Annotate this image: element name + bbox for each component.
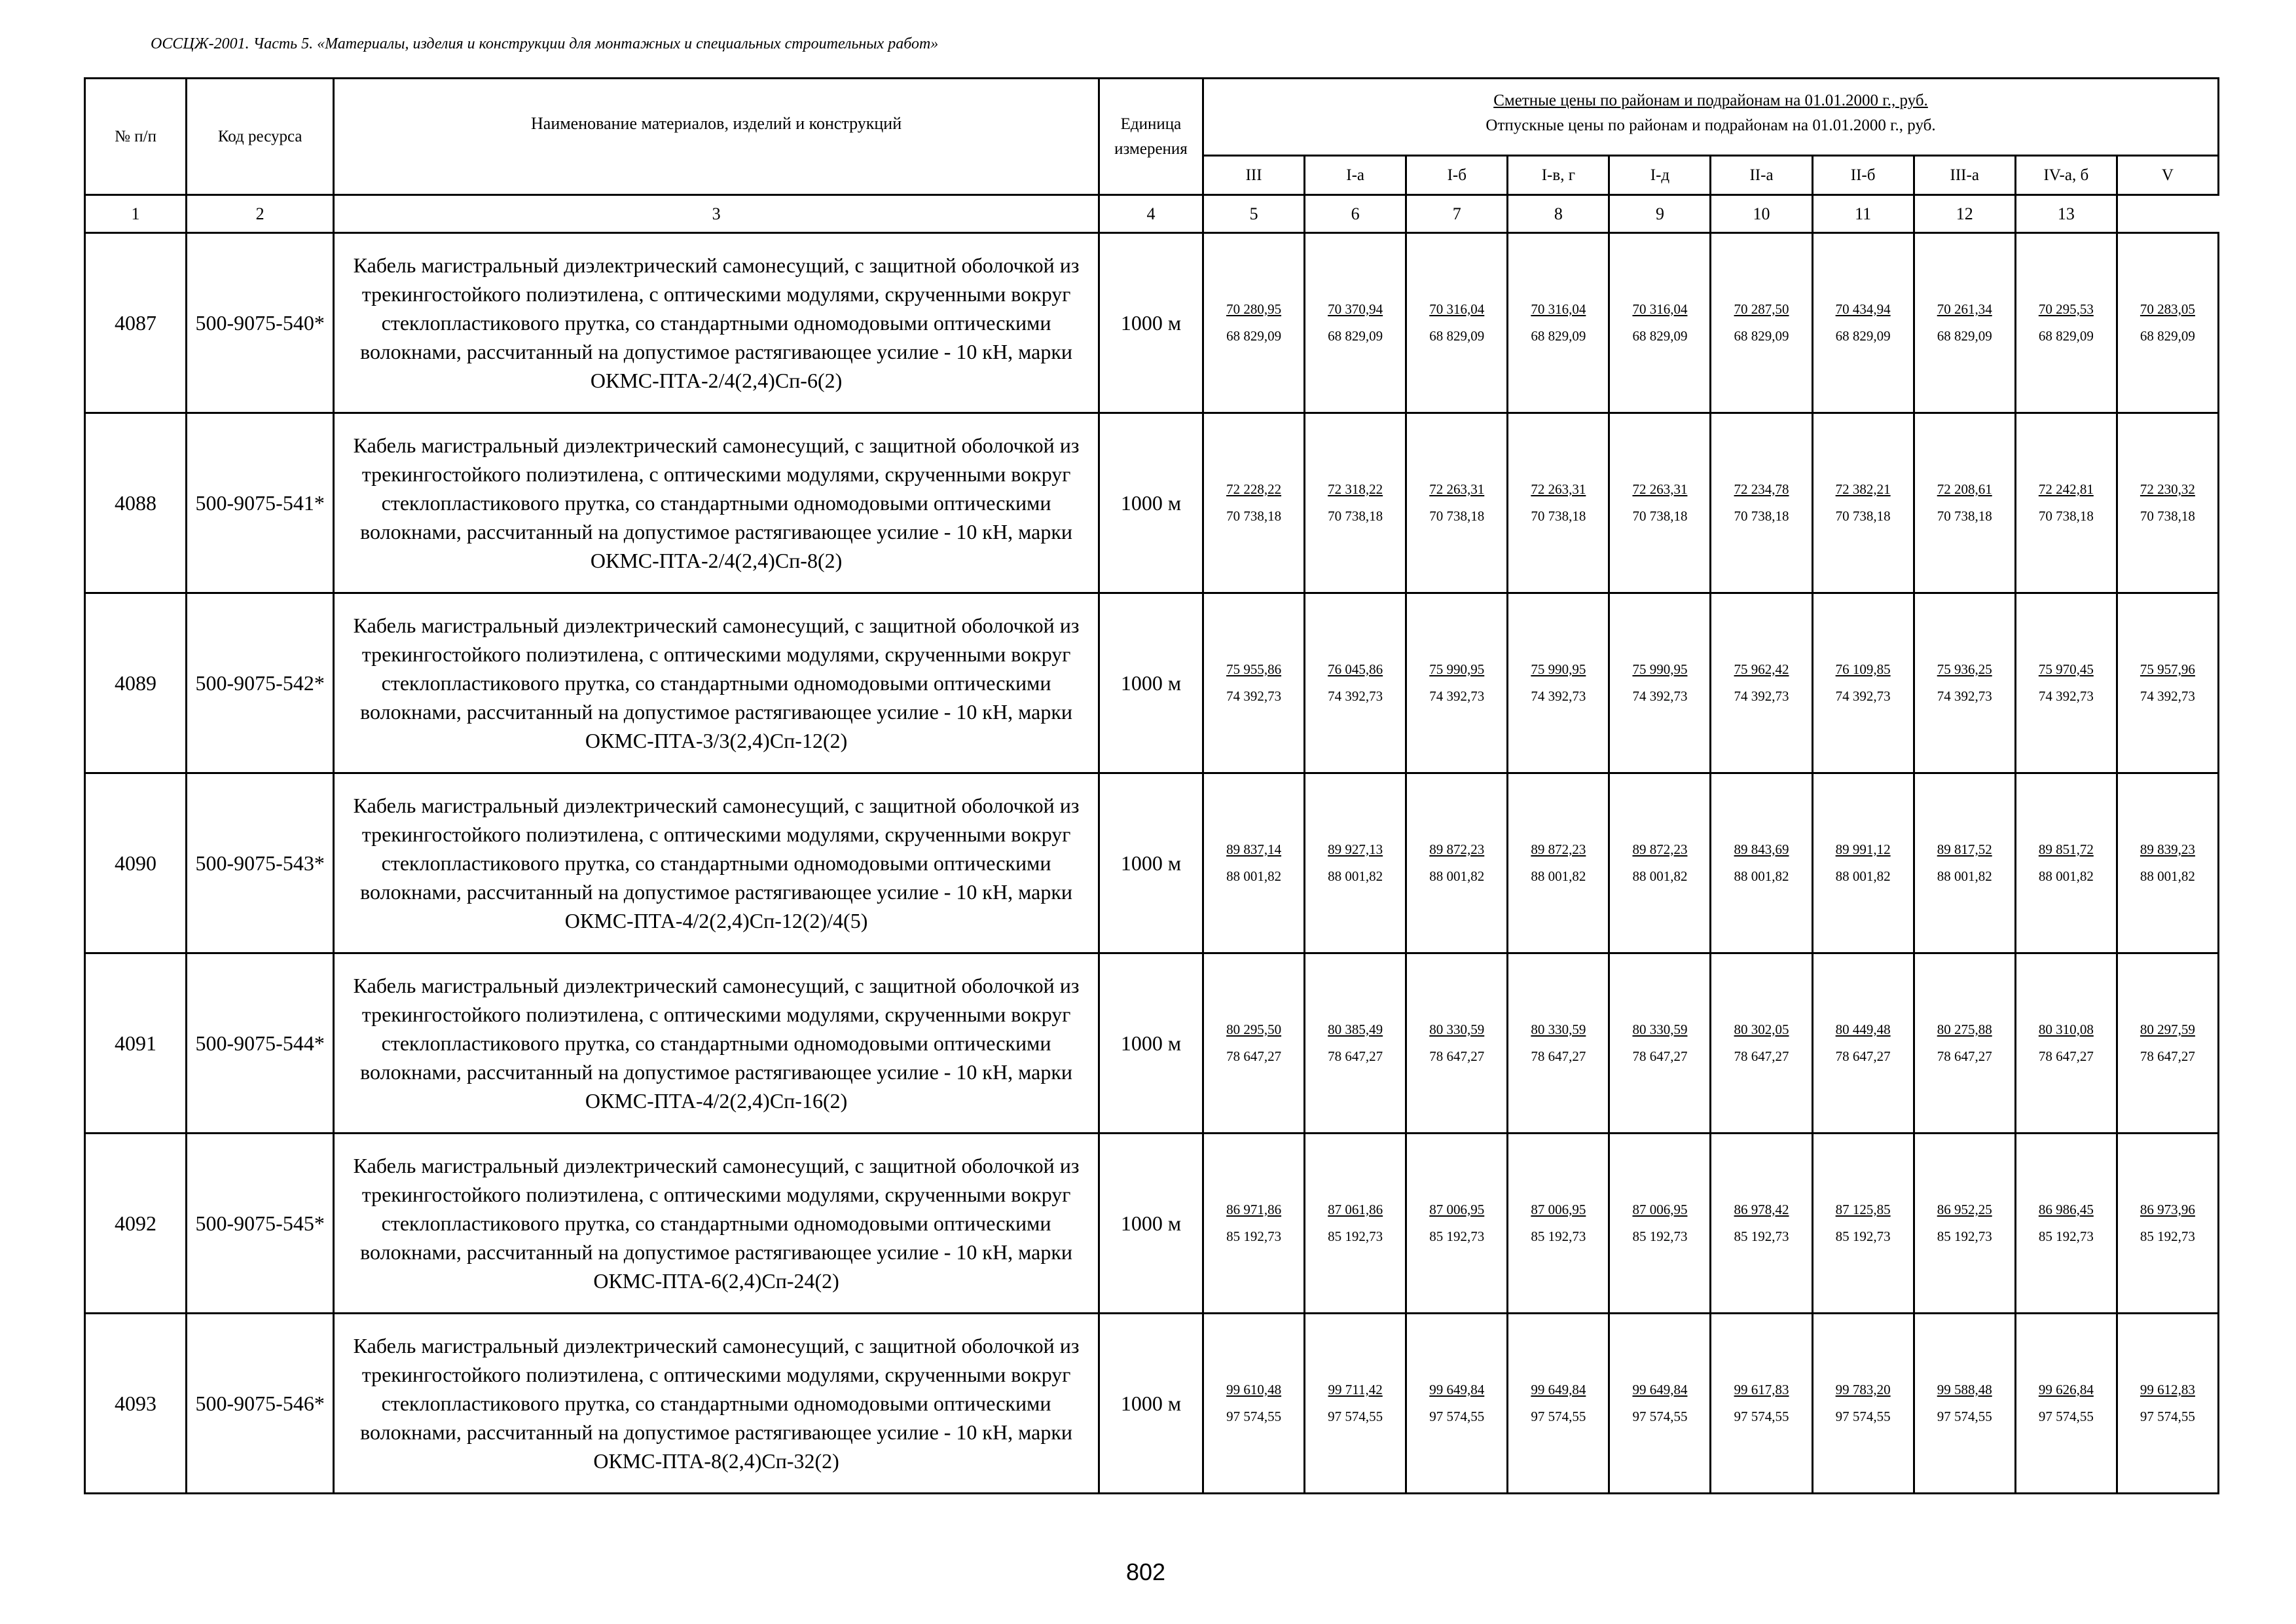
estimate-price: 89 991,12 [1835,841,1891,857]
release-price: 88 001,82 [1835,868,1891,884]
price-cell [1305,593,1406,773]
price-cell [1609,953,1711,1134]
estimate-price: 99 783,20 [1835,1381,1891,1397]
column-number: 4 [1099,195,1203,233]
price-cell [2117,773,2218,953]
release-price: 74 392,73 [1734,688,1789,704]
release-price: 68 829,09 [1937,327,1992,344]
release-price: 70 738,18 [2038,507,2094,524]
release-price: 74 392,73 [1328,688,1383,704]
release-price: 74 392,73 [1937,688,1992,704]
price-cell [1914,773,2015,953]
column-number: 3 [334,195,1099,233]
material-name: Кабель магистральный диэлектрический самонесущий, с защитной оболочкой из трекингостойкого полиэтилена, с оптическими модулями, скрученными вокруг стеклопластикового прутка, со стандартными одномодовыми оптическими волокнами, рассчитанный на допустимое растягивающее усилие - 10 кН, марки ОКМС-ПТА-4/2(2,4)Сп-12(2)/4(5) [334,773,1099,953]
header-name: Наименование материалов, изделий и конструкций [334,79,1099,195]
header-region: V [2117,156,2218,195]
release-price: 97 574,55 [1835,1408,1891,1424]
resource-code: 500-9075-544* [187,953,334,1134]
table-row [85,233,2219,413]
release-price: 88 001,82 [1632,868,1688,884]
estimate-price: 70 316,04 [1429,301,1485,317]
estimate-price: 99 617,83 [1734,1381,1789,1397]
column-number: 11 [1812,195,1914,233]
header-region: III [1203,156,1305,195]
row-number: 4093 [85,1314,187,1494]
price-cell [1508,593,1609,773]
row-number: 4088 [85,413,187,593]
estimate-price: 99 610,48 [1226,1381,1282,1397]
price-cell [1609,593,1711,773]
header-region: II-б [1812,156,1914,195]
estimate-price: 86 978,42 [1734,1201,1789,1217]
price-cell [1609,413,1711,593]
price-cell [1812,773,1914,953]
estimate-price: 80 330,59 [1632,1021,1688,1037]
price-cell [1812,233,1914,413]
header-region: I-а [1305,156,1406,195]
release-price: 74 392,73 [1226,688,1282,704]
material-name: Кабель магистральный диэлектрический самонесущий, с защитной оболочкой из трекингостойкого полиэтилена, с оптическими модулями, скрученными вокруг стеклопластикового прутка, со стандартными одномодовыми оптическими волокнами, рассчитанный на допустимое растягивающее усилие - 10 кН, марки ОКМС-ПТА-2/4(2,4)Сп-8(2) [334,413,1099,593]
price-cell [1914,413,2015,593]
resource-code: 500-9075-543* [187,773,334,953]
estimate-price: 75 936,25 [1937,661,1992,677]
estimate-price: 80 297,59 [2140,1021,2195,1037]
resource-code: 500-9075-545* [187,1134,334,1314]
release-price: 85 192,73 [1328,1228,1383,1244]
price-cell [1508,953,1609,1134]
price-cell [2117,1134,2218,1314]
price-cell [1508,773,1609,953]
estimate-price: 72 263,31 [1531,481,1586,497]
column-number: 5 [1203,195,1305,233]
table-row [85,593,2219,773]
release-price: 85 192,73 [1937,1228,1992,1244]
release-price: 70 738,18 [2140,507,2195,524]
price-cell [2117,593,2218,773]
release-price: 88 001,82 [2038,868,2094,884]
release-price: 68 829,09 [1734,327,1789,344]
table-row [85,1134,2219,1314]
estimate-price: 75 990,95 [1429,661,1485,677]
price-cell [2117,1314,2218,1494]
estimate-price: 72 230,32 [2140,481,2195,497]
price-cell [2117,413,2218,593]
estimate-price: 80 275,88 [1937,1021,1992,1037]
estimate-price: 86 986,45 [2038,1201,2094,1217]
estimate-price: 86 973,96 [2140,1201,2195,1217]
price-cell [2015,1134,2117,1314]
column-number: 12 [1914,195,2015,233]
release-price: 78 647,27 [1328,1048,1383,1064]
estimate-price: 75 970,45 [2038,661,2094,677]
price-cell [1914,953,2015,1134]
material-name: Кабель магистральный диэлектрический самонесущий, с защитной оболочкой из трекингостойкого полиэтилена, с оптическими модулями, скрученными вокруг стеклопластикового прутка, со стандартными одномодовыми оптическими волокнами, рассчитанный на допустимое растягивающее усилие - 10 кН, марки ОКМС-ПТА-8(2,4)Сп-32(2) [334,1314,1099,1494]
column-number: 10 [1711,195,1812,233]
price-cell [1203,413,1305,593]
price-cell [1406,413,1508,593]
release-price: 85 192,73 [1835,1228,1891,1244]
price-cell [1914,593,2015,773]
price-cell [2015,413,2117,593]
release-price: 88 001,82 [1328,868,1383,884]
release-price: 74 392,73 [2038,688,2094,704]
price-cell [1203,773,1305,953]
material-name: Кабель магистральный диэлектрический самонесущий, с защитной оболочкой из трекингостойкого полиэтилена, с оптическими модулями, скрученными вокруг стеклопластикового прутка, со стандартными одномодовыми оптическими волокнами, рассчитанный на допустимое растягивающее усилие - 10 кН, марки ОКМС-ПТА-4/2(2,4)Сп-16(2) [334,953,1099,1134]
estimate-price: 99 626,84 [2038,1381,2094,1397]
release-price: 78 647,27 [1734,1048,1789,1064]
estimate-price: 76 109,85 [1835,661,1891,677]
price-cell [1406,233,1508,413]
estimate-price: 87 125,85 [1835,1201,1891,1217]
header-code: Код ресурса [187,79,334,195]
table-row [85,1314,2219,1494]
release-price: 74 392,73 [2140,688,2195,704]
price-cell [2015,773,2117,953]
estimate-price: 72 263,31 [1632,481,1688,497]
price-cell [1609,233,1711,413]
estimate-price: 99 612,83 [2140,1381,2195,1397]
release-price: 78 647,27 [1937,1048,1992,1064]
unit-of-measure: 1000 м [1099,593,1203,773]
price-cell [2117,233,2218,413]
header-region: II-а [1711,156,1812,195]
release-price: 85 192,73 [1531,1228,1586,1244]
header-prices-release: Отпускные цены по районам и подрайонам на 01.01.2000 г., руб. [1485,116,1936,134]
column-number: 8 [1508,195,1609,233]
price-cell [1508,1134,1609,1314]
release-price: 78 647,27 [1429,1048,1485,1064]
column-number: 7 [1406,195,1508,233]
estimate-price: 89 872,23 [1531,841,1586,857]
release-price: 88 001,82 [1531,868,1586,884]
release-price: 85 192,73 [2140,1228,2195,1244]
estimate-price: 72 242,81 [2038,481,2094,497]
header-prices-estimate: Сметные цены по районам и подрайонам на 01.01.2000 г., руб. [1493,92,1928,109]
price-cell [1203,1314,1305,1494]
release-price: 85 192,73 [1429,1228,1485,1244]
price-cell [2015,593,2117,773]
estimate-price: 75 957,96 [2140,661,2195,677]
release-price: 78 647,27 [1531,1048,1586,1064]
header-region: III-а [1914,156,2015,195]
estimate-price: 89 851,72 [2038,841,2094,857]
row-number: 4087 [85,233,187,413]
price-cell [1305,233,1406,413]
release-price: 97 574,55 [1937,1408,1992,1424]
estimate-price: 80 449,48 [1835,1021,1891,1037]
estimate-price: 80 302,05 [1734,1021,1789,1037]
price-cell [1406,1134,1508,1314]
estimate-price: 87 006,95 [1429,1201,1485,1217]
price-cell [1711,1134,1812,1314]
header-no: № п/п [85,79,187,195]
price-cell [1203,593,1305,773]
release-price: 85 192,73 [1734,1228,1789,1244]
release-price: 70 738,18 [1632,507,1688,524]
estimate-price: 99 711,42 [1328,1381,1383,1397]
release-price: 78 647,27 [2140,1048,2195,1064]
price-cell [1203,1134,1305,1314]
estimate-price: 75 990,95 [1531,661,1586,677]
price-cell [1812,1134,1914,1314]
price-cell [1203,233,1305,413]
price-cell [1305,773,1406,953]
estimate-price: 76 045,86 [1328,661,1383,677]
price-table [84,77,2219,1494]
estimate-price: 72 234,78 [1734,481,1789,497]
unit-of-measure: 1000 м [1099,233,1203,413]
release-price: 88 001,82 [1429,868,1485,884]
release-price: 74 392,73 [1835,688,1891,704]
price-cell [1711,773,1812,953]
estimate-price: 80 295,50 [1226,1021,1282,1037]
estimate-price: 89 817,52 [1937,841,1992,857]
release-price: 88 001,82 [1226,868,1282,884]
release-price: 97 574,55 [1328,1408,1383,1424]
price-cell [1406,773,1508,953]
price-cell [1406,953,1508,1134]
unit-of-measure: 1000 м [1099,773,1203,953]
column-number: 9 [1609,195,1711,233]
estimate-price: 87 061,86 [1328,1201,1383,1217]
release-price: 97 574,55 [1734,1408,1789,1424]
estimate-price: 70 280,95 [1226,301,1282,317]
row-number: 4091 [85,953,187,1134]
header-region: I-б [1406,156,1508,195]
estimate-price: 75 962,42 [1734,661,1789,677]
price-cell [1812,1314,1914,1494]
estimate-price: 89 872,23 [1429,841,1485,857]
release-price: 68 829,09 [1328,327,1383,344]
header-unit: Единица измерения [1099,79,1203,195]
release-price: 70 738,18 [1734,507,1789,524]
page-number: 802 [1126,1559,1166,1585]
price-cell [1508,233,1609,413]
price-cell [1508,413,1609,593]
table-row [85,413,2219,593]
price-cell [1812,593,1914,773]
release-price: 68 829,09 [2140,327,2195,344]
estimate-price: 70 316,04 [1531,301,1586,317]
estimate-price: 72 318,22 [1328,481,1383,497]
price-cell [1914,1314,2015,1494]
price-cell [1914,233,2015,413]
price-cell [2015,953,2117,1134]
column-number: 2 [187,195,334,233]
document-header: ОССЦЖ-2001. Часть 5. «Материалы, изделия и конструкции для монтажных и специальных строительных работ» [151,35,939,52]
estimate-price: 70 261,34 [1937,301,1992,317]
estimate-price: 70 295,53 [2038,301,2094,317]
estimate-price: 99 588,48 [1937,1381,1992,1397]
estimate-price: 89 837,14 [1226,841,1282,857]
estimate-price: 75 955,86 [1226,661,1282,677]
unit-of-measure: 1000 м [1099,953,1203,1134]
estimate-price: 70 283,05 [2140,301,2195,317]
price-cell [2117,953,2218,1134]
release-price: 85 192,73 [1632,1228,1688,1244]
unit-of-measure: 1000 м [1099,1314,1203,1494]
estimate-price: 70 316,04 [1632,301,1688,317]
material-name: Кабель магистральный диэлектрический самонесущий, с защитной оболочкой из трекингостойкого полиэтилена, с оптическими модулями, скрученными вокруг стеклопластикового прутка, со стандартными одномодовыми оптическими волокнами, рассчитанный на допустимое растягивающее усилие - 10 кН, марки ОКМС-ПТА-6(2,4)Сп-24(2) [334,1134,1099,1314]
estimate-price: 70 434,94 [1835,301,1891,317]
price-cell [2015,233,2117,413]
release-price: 97 574,55 [1429,1408,1485,1424]
release-price: 68 829,09 [1531,327,1586,344]
row-number: 4090 [85,773,187,953]
release-price: 70 738,18 [1835,507,1891,524]
material-name: Кабель магистральный диэлектрический самонесущий, с защитной оболочкой из трекингостойкого полиэтилена, с оптическими модулями, скрученными вокруг стеклопластикового прутка, со стандартными одномодовыми оптическими волокнами, рассчитанный на допустимое растягивающее усилие - 10 кН, марки ОКМС-ПТА-2/4(2,4)Сп-6(2) [334,233,1099,413]
price-cell [1203,953,1305,1134]
release-price: 97 574,55 [1531,1408,1586,1424]
estimate-price: 99 649,84 [1429,1381,1485,1397]
estimate-price: 89 843,69 [1734,841,1789,857]
release-price: 70 738,18 [1937,507,1992,524]
estimate-price: 87 006,95 [1632,1201,1688,1217]
price-cell [1812,413,1914,593]
estimate-price: 70 370,94 [1328,301,1383,317]
estimate-price: 99 649,84 [1531,1381,1586,1397]
release-price: 74 392,73 [1531,688,1586,704]
estimate-price: 89 872,23 [1632,841,1688,857]
price-cell [1711,413,1812,593]
unit-of-measure: 1000 м [1099,413,1203,593]
release-price: 74 392,73 [1632,688,1688,704]
estimate-price: 80 385,49 [1328,1021,1383,1037]
header-region: I-в, г [1508,156,1609,195]
estimate-price: 99 649,84 [1632,1381,1688,1397]
release-price: 97 574,55 [1226,1408,1282,1424]
release-price: 68 829,09 [1632,327,1688,344]
price-cell [1914,1134,2015,1314]
estimate-price: 86 952,25 [1937,1201,1992,1217]
release-price: 70 738,18 [1328,507,1383,524]
estimate-price: 89 839,23 [2140,841,2195,857]
release-price: 70 738,18 [1226,507,1282,524]
price-cell [1406,593,1508,773]
material-name: Кабель магистральный диэлектрический самонесущий, с защитной оболочкой из трекингостойкого полиэтилена, с оптическими модулями, скрученными вокруг стеклопластикового прутка, со стандартными одномодовыми оптическими волокнами, рассчитанный на допустимое растягивающее усилие - 10 кН, марки ОКМС-ПТА-3/3(2,4)Сп-12(2) [334,593,1099,773]
unit-of-measure: 1000 м [1099,1134,1203,1314]
column-number: 6 [1305,195,1406,233]
release-price: 70 738,18 [1531,507,1586,524]
estimate-price: 72 208,61 [1937,481,1992,497]
release-price: 74 392,73 [1429,688,1485,704]
estimate-price: 80 330,59 [1531,1021,1586,1037]
price-cell [1812,953,1914,1134]
estimate-price: 72 263,31 [1429,481,1485,497]
resource-code: 500-9075-541* [187,413,334,593]
release-price: 78 647,27 [1835,1048,1891,1064]
resource-code: 500-9075-546* [187,1314,334,1494]
release-price: 97 574,55 [2140,1408,2195,1424]
release-price: 88 001,82 [1734,868,1789,884]
release-price: 70 738,18 [1429,507,1485,524]
release-price: 97 574,55 [2038,1408,2094,1424]
estimate-price: 72 382,21 [1835,481,1891,497]
estimate-price: 86 971,86 [1226,1201,1282,1217]
release-price: 78 647,27 [2038,1048,2094,1064]
release-price: 85 192,73 [2038,1228,2094,1244]
header-region: I-д [1609,156,1711,195]
row-number: 4092 [85,1134,187,1314]
estimate-price: 75 990,95 [1632,661,1688,677]
price-cell [1305,1134,1406,1314]
column-number: 13 [2015,195,2117,233]
estimate-price: 80 330,59 [1429,1021,1485,1037]
release-price: 68 829,09 [2038,327,2094,344]
estimate-price: 80 310,08 [2038,1021,2094,1037]
header-prices [1203,79,2219,156]
price-cell [2015,1314,2117,1494]
price-cell [1305,1314,1406,1494]
release-price: 88 001,82 [2140,868,2195,884]
estimate-price: 70 287,50 [1734,301,1789,317]
release-price: 88 001,82 [1937,868,1992,884]
price-cell [1508,1314,1609,1494]
price-cell [1406,1314,1508,1494]
release-price: 68 829,09 [1226,327,1282,344]
resource-code: 500-9075-540* [187,233,334,413]
row-number: 4089 [85,593,187,773]
price-cell [1609,1134,1711,1314]
price-cell [1711,233,1812,413]
release-price: 97 574,55 [1632,1408,1688,1424]
price-cell [1711,953,1812,1134]
price-cell [1711,593,1812,773]
release-price: 85 192,73 [1226,1228,1282,1244]
table-row [85,953,2219,1134]
header-region: IV-а, б [2015,156,2117,195]
price-cell [1609,773,1711,953]
estimate-price: 72 228,22 [1226,481,1282,497]
price-cell [1609,1314,1711,1494]
table-row [85,773,2219,953]
resource-code: 500-9075-542* [187,593,334,773]
price-cell [1305,953,1406,1134]
column-number: 1 [85,195,187,233]
release-price: 68 829,09 [1429,327,1485,344]
price-cell [1305,413,1406,593]
release-price: 68 829,09 [1835,327,1891,344]
price-cell [1711,1314,1812,1494]
release-price: 78 647,27 [1632,1048,1688,1064]
estimate-price: 87 006,95 [1531,1201,1586,1217]
estimate-price: 89 927,13 [1328,841,1383,857]
release-price: 78 647,27 [1226,1048,1282,1064]
